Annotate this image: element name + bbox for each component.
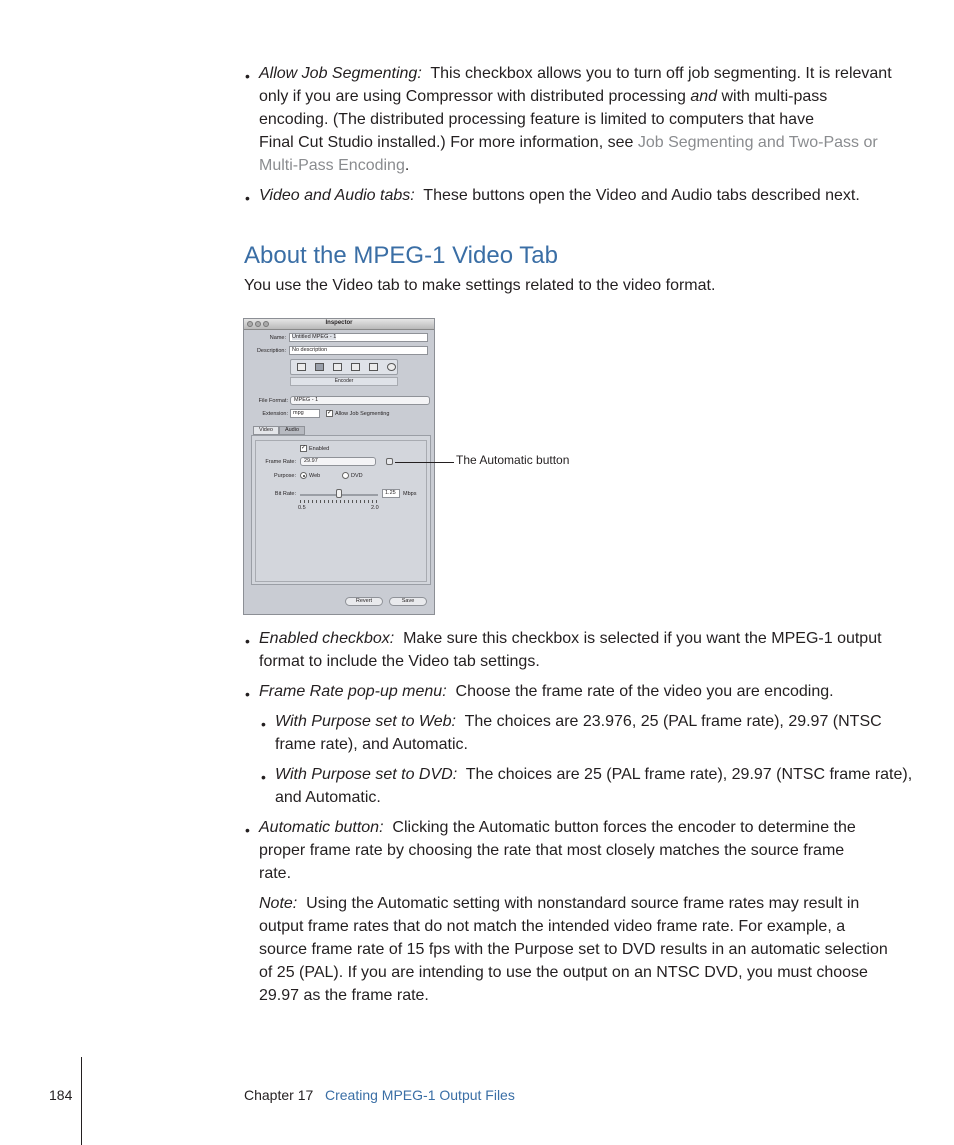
enabled-checkbox[interactable]: ✓ [301,445,307,451]
purpose-dvd-radio[interactable] [342,472,349,479]
text-line: proper frame rate by choosing the rate that most closely matches the source frame [259,842,845,859]
file-format-label: File Format: [258,398,288,404]
term: Video and Audio tabs: [259,187,415,204]
text-line: output frame rates that do not match the intended video frame rate. For example, a [259,918,846,935]
text-line: frame rate), and Automatic. [275,736,468,753]
text-line: Final Cut Studio installed.) For more information, see [259,134,634,151]
bit-rate-unit: Mbps [403,491,417,497]
purpose-label: Purpose: [273,473,296,479]
allow-job-segmenting-paragraph [259,62,892,177]
automatic-button-paragraph [259,816,856,885]
text-line: The choices are 23.976, 25 (PAL frame rate), 29.97 (NTSC [464,713,882,730]
period: . [404,157,410,174]
purpose-dvd-paragraph [275,763,912,809]
slider-min-label: 0.5 [298,505,306,511]
encoder-toolbar [290,359,398,375]
title-bar [244,319,434,330]
allow-job-segmenting-label: Allow Job Segmenting [335,411,390,417]
chapter-label: Chapter 17 [244,1087,314,1103]
text-line: encoding. (The distributed processing feature is limited to computers that have [259,111,814,128]
bullet-dot: • [261,716,266,732]
name-value: Untitled MPEG - 1 [292,334,337,340]
text-line: 29.97 as the frame rate. [259,987,429,1004]
slider-max-label: 2.0 [371,505,379,511]
bullet-dot: • [245,190,250,206]
page-number: 184 [49,1087,73,1103]
text-line: of 25 (PAL). If you are intending to use the output on an NTSC DVD, you must choose [259,964,868,981]
term: Allow Job Segmenting: [259,65,422,82]
term: Frame Rate pop-up menu: [259,683,447,700]
save-button[interactable]: Save [389,597,427,606]
enabled-checkbox-paragraph [259,627,882,673]
text-line: format to include the Video tab settings. [259,653,540,670]
text-line: rate. [259,865,292,882]
bullet-dot: • [245,633,250,649]
bullet-dot: • [245,822,250,838]
footer-divider [81,1057,82,1145]
allow-job-segmenting-checkbox[interactable]: ✓ [327,410,333,416]
cross-reference-link[interactable]: Job Segmenting and Two-Pass or [637,134,878,151]
slider-thumb[interactable] [336,489,342,498]
gear-icon[interactable] [387,363,396,371]
bullet-dot: • [261,769,266,785]
extension-field[interactable]: mpg [290,409,320,418]
bit-rate-label: Bit Rate: [274,491,296,497]
purpose-web-paragraph [275,710,882,756]
note-term: Note: [259,895,298,912]
summary-icon[interactable] [297,363,306,371]
description-label: Description: [256,348,286,354]
window-title: Inspector [325,320,353,326]
description-field[interactable]: No description [289,346,428,355]
inspector-window [243,318,435,615]
video-tab-panel [251,435,431,585]
term: Enabled checkbox: [259,630,395,647]
note-paragraph [259,892,888,1007]
tab-audio[interactable]: Audio [279,426,305,435]
text-line: The choices are 25 (PAL frame rate), 29.97 (NTSC frame rate), [465,766,913,783]
encoder-icon[interactable] [315,363,324,371]
bit-rate-field[interactable]: 1.25 [382,489,400,498]
text-line: Choose the frame rate of the video you are encoding. [455,683,834,700]
automatic-button[interactable] [386,458,393,465]
purpose-dvd-label: DVD [351,473,363,479]
frame-rate-paragraph [259,680,834,703]
name-field[interactable] [289,333,428,342]
filters-icon[interactable] [333,363,342,371]
geometry-icon[interactable] [351,363,360,371]
slider-ticks [300,500,378,503]
emphasis: and [690,88,718,105]
text-line: Clicking the Automatic button forces the encoder to determine the [392,819,856,836]
video-audio-tabs-paragraph [259,184,860,207]
frame-rate-popup[interactable]: 29.97 [300,457,376,466]
text-line: with multi-pass [721,88,828,105]
purpose-web-radio[interactable] [300,472,307,479]
text-line: and Automatic. [275,789,381,806]
text-line: only if you are using Compressor with distributed processing [259,88,686,105]
text-line: Make sure this checkbox is selected if you want the MPEG-1 output [403,630,882,647]
callout-label: The Automatic button [456,453,570,467]
frame-rate-label: Frame Rate: [265,459,296,465]
callout-line [395,462,454,463]
encoder-pane-label: Encoder [290,377,398,386]
revert-button[interactable]: Revert [345,597,383,606]
actions-icon[interactable] [369,363,378,371]
name-label: Name: [269,335,286,341]
text-line: source frame rate of 15 fps with the Purpose set to DVD results in an automatic selection [259,941,888,958]
tab-video[interactable]: Video [253,426,279,435]
bullet-dot: • [245,686,250,702]
term: With Purpose set to DVD: [275,766,458,783]
purpose-web-label: Web [309,473,321,479]
extension-label: Extension: [262,411,288,417]
chapter-title-link[interactable]: Creating MPEG-1 Output Files [325,1087,515,1103]
section-intro: You use the Video tab to make settings related to the video format. [244,277,716,294]
text-line: Using the Automatic setting with nonstandard source frame rates may result in [306,895,860,912]
enabled-label: Enabled [309,446,330,452]
text-line: This checkbox allows you to turn off job segmenting. It is relevant [430,65,892,82]
text-line: These buttons open the Video and Audio tabs described next. [423,187,860,204]
section-heading: About the MPEG-1 Video Tab [244,242,558,269]
term: Automatic button: [259,819,384,836]
cross-reference-link[interactable]: Multi-Pass Encoding [259,157,405,174]
bullet-dot: • [245,68,250,84]
term: With Purpose set to Web: [275,713,456,730]
file-format-popup[interactable]: MPEG - 1 [290,396,430,405]
